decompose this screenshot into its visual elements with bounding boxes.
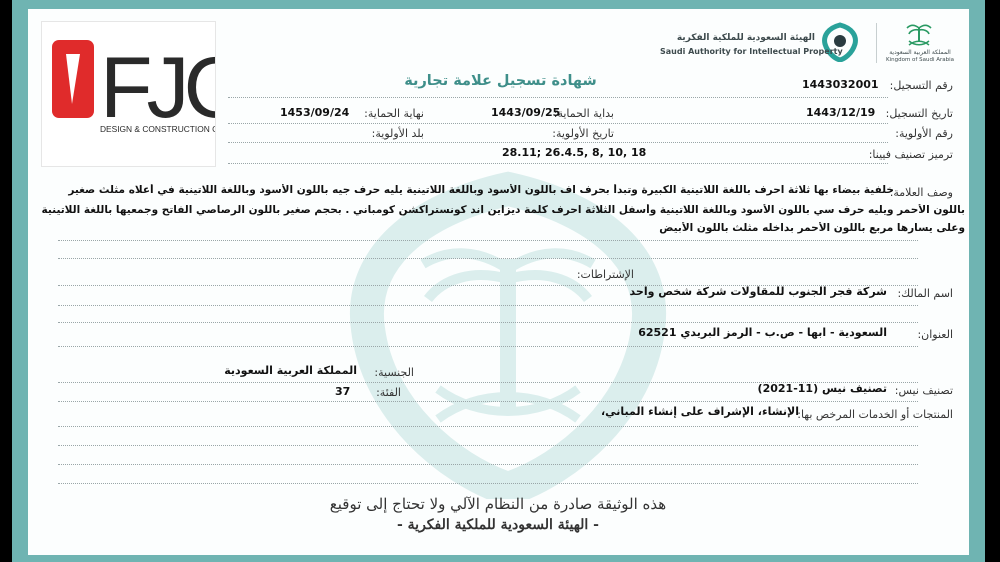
description-line-2: باللون الأحمر ويليه حرف سي باللون الأسود وباللغة اللاتينية وأسفل الثلاثة احرف كلمة ديزاين اند كونستراكشن كومباني . بحجم صغير باللون الرصاصي الفاتح وجمعيها باللغة اللاتينية [41,204,965,216]
logo-letters: FJC [100,40,215,136]
field-line [228,163,888,164]
nationality-value: المملكة العربية السعودية [224,364,357,377]
saip-emblem-icon [820,22,860,62]
field-line [58,483,918,484]
logo-tagline: DESIGN & CONSTRUCTION CO. [100,124,215,134]
address-value: السعودية - ابها - ص.ب - الرمز البريدي 62521 [638,326,887,339]
goods-services-value: الإنشاء، الإشراف على إنشاء المباني، [600,405,799,418]
watermark-emblem-icon [328,169,688,499]
registration-date-value: 1443/12/19 [806,106,876,119]
certificate-title: شهادة تسجيل علامة تجارية [404,73,597,89]
field-line [228,97,888,98]
nationality-label: الجنسية: [374,366,414,379]
certificate-frame [12,0,985,562]
certificate-paper [28,9,969,555]
field-line [58,426,918,427]
field-line [58,346,918,347]
nice-value: تصنيف نيس (11-2021) [757,382,887,395]
registration-date-label: تاريخ التسجيل: [885,107,953,120]
description-line-3: وعلى يسارها مربع باللون الأحمر بداخله مثلث باللون الأبيض [659,222,965,234]
protection-end-value: 1453/09/24 [280,106,350,119]
authority-name-ar: الهيئة السعودية للملكية الفكرية [676,33,815,43]
field-line [58,240,918,241]
kingdom-name-en: Kingdom of Saudi Arabia [885,57,955,63]
class-label: الفئة: [376,386,401,399]
field-line [58,305,918,306]
protection-start-label: بداية الحماية: [553,107,614,120]
priority-country-label: بلد الأولوية: [371,127,424,140]
palm-swords-icon [904,21,934,49]
field-line [58,258,918,259]
field-line [228,142,888,143]
priority-date-label: تاريخ الأولوية: [552,127,614,140]
protection-end-label: نهاية الحماية: [364,107,424,120]
disclaimers-label: الإشتراطات: [576,268,634,281]
header-divider [876,23,877,63]
footer-notice: هذه الوثيقة صادرة من النظام الآلي ولا تحتاج إلى توقيع [329,495,667,513]
description-line-1: خلفية بيضاء بها ثلاثة احرف باللغة اللاتينية الكبيرة وتبدأ بحرف اف باللون الأسود وباللغة اللاتينية يليه حرف جيه باللون الأسود وباللغة اللاتينية في أعلاه مثلث صغير [68,184,894,196]
vienna-label: ترميز تصنيف فيينا: [868,148,953,161]
field-line [58,322,918,323]
footer-authority: - الهيئة السعودية للملكية الفكرية - [396,517,599,533]
field-line [58,401,918,402]
fjc-logo-icon [42,22,215,166]
company-logo [41,21,216,167]
field-line [228,123,888,124]
protection-start-value: 1443/09/25 [491,106,561,119]
vienna-codes-value: 28.11; 26.4.5, 8, 10, 18 [502,146,647,159]
description-label: وصف العلامة: [889,186,953,199]
owner-name-value: شركة فجر الجنوب للمقاولات شركة شخص واحد [629,285,887,298]
registration-number-value: 1443032001 [802,78,879,91]
priority-number-label: رقم الأولوية: [895,127,953,140]
goods-services-label: المنتجات أو الخدمات المرخص بها: [797,408,953,421]
field-line [58,445,918,446]
owner-name-label: اسم المالك: [897,287,953,300]
class-value: 37 [335,385,351,398]
field-line [58,464,918,465]
authority-name-en: Saudi Authority for Intellectual Property [660,47,843,56]
nice-label: تصنيف نيس: [894,384,953,397]
registration-number-label: رقم التسجيل: [889,79,953,92]
kingdom-name-ar: المملكة العربية السعودية [889,49,951,56]
address-label: العنوان: [917,328,953,341]
